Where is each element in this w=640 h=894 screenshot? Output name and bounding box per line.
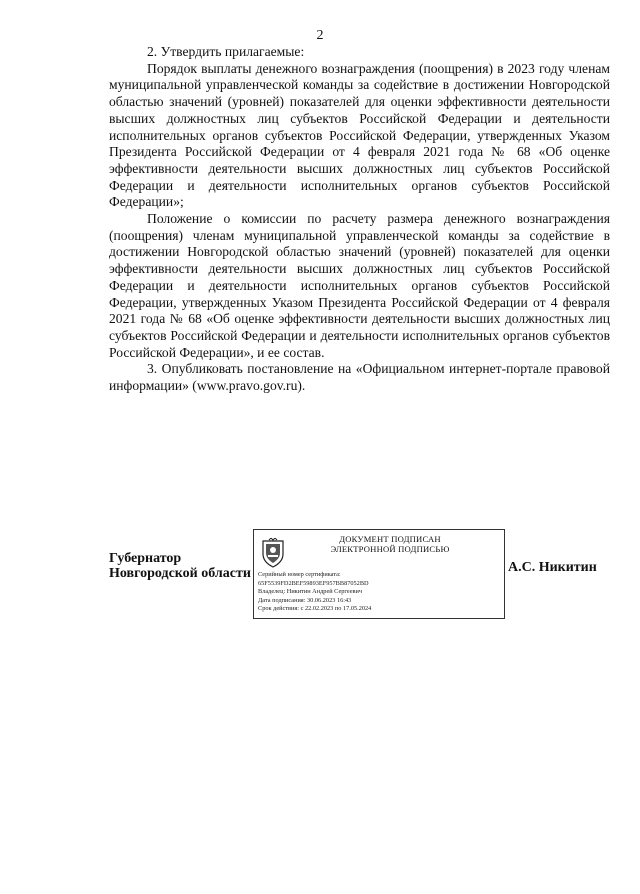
- signatory-name: А.С. Никитин: [508, 560, 597, 575]
- document-body: [109, 44, 610, 395]
- stamp-heading-line2: ЭЛЕКТРОННОЙ ПОДПИСЬЮ: [330, 544, 450, 554]
- signatory-title: [109, 551, 251, 581]
- stamp-validity: Срок действия: с 22.02.2023 по 17.05.2024: [258, 605, 372, 613]
- signatory-title-line2: Новгородской области: [109, 566, 251, 581]
- electronic-signature-stamp: [253, 529, 505, 619]
- paragraph-regulation: Положение о комиссии по расчету размера денежного вознаграждения (поощрения) членам муниципальной управленческой команды за содействие в достижении Новгородской областью значений (уровней) показателей для оценки эффективности деятельности высших должностных лиц субъектов Российской Федерации и деятельности исполнительных органов субъектов Российской Федерации, утвержденных Указом Президента Российской Федерации от 4 февраля 2021 года № 68 «Об оценке эффективности деятельности высших должностных лиц субъектов Российской Федерации и деятельности исполнительных органов субъектов Российской Федерации», и ее состав.: [109, 211, 610, 360]
- page-number: 2: [316, 28, 324, 43]
- stamp-heading: [290, 534, 490, 554]
- paragraph-item-2: 2. Утвердить прилагаемые:: [147, 44, 305, 59]
- stamp-signed-date: Дата подписания: 30.06.2023 16:43: [258, 596, 352, 604]
- signatory-title-line1: Губернатор: [109, 551, 182, 566]
- stamp-serial-label: Серийный номер сертификата:: [258, 571, 341, 578]
- paragraph-procedure: Порядок выплаты денежного вознаграждения (поощрения) в 2023 году членам муниципальной управленческой команды за содействие в достижении Новгородской областью значений (уровней) показателей для оценки эффективности деятельности высших должностных лиц субъектов Российской Федерации и деятельности исполнительных органов субъектов Российской Федерации, утвержденных Указом Президента Российской Федерации от 4 февраля 2021 года № 68 «Об оценке эффективности деятельности высших должностных лиц субъектов Российской Федерации и деятельности исполнительных органов субъектов Российской Федерации»;: [109, 60, 610, 210]
- coat-of-arms-icon: [260, 538, 286, 568]
- stamp-serial-value: 65F5539FD2BEF59893EF957BB87052BD: [258, 579, 369, 587]
- stamp-heading-line1: ДОКУМЕНТ ПОДПИСАН: [339, 534, 441, 544]
- paragraph-item-3: 3. Опубликовать постановление на «Официальном интернет-портале правовой информации» (www.pravo.gov.ru).: [109, 361, 610, 394]
- stamp-details: [258, 571, 371, 614]
- stamp-owner: Владелец: Никитин Андрей Сергеевич: [258, 588, 363, 596]
